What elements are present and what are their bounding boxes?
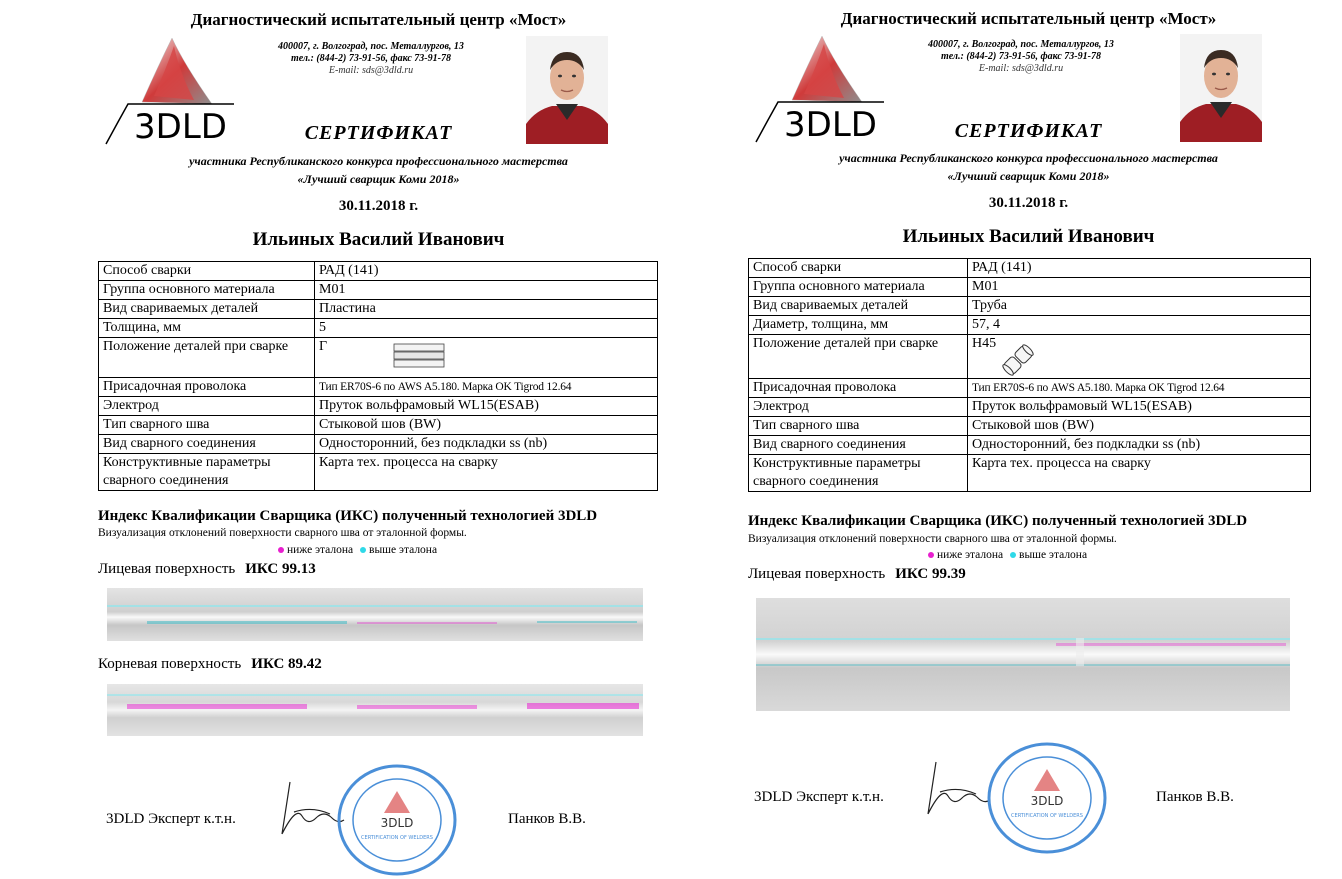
surface-index-value: ИКС 89.42 <box>251 656 322 672</box>
table-row <box>99 262 658 281</box>
stamp-seal <box>986 741 1108 855</box>
table-row <box>99 338 658 378</box>
center-name: Диагностический испытательный центр «Мост» <box>840 9 1217 28</box>
table-row <box>749 335 1311 379</box>
logo-text: 3DLD <box>784 105 877 145</box>
legend-above: выше эталона <box>1019 549 1088 561</box>
welding-parameters-table <box>748 258 1311 492</box>
address-line1: 400007, г. Волгоград, пос. Металлургов, 13 <box>928 39 1114 50</box>
address-line1: 400007, г. Волгоград, пос. Металлургов, 13 <box>278 41 464 52</box>
stamp-subtext: CERTIFICATION OF WELDERS <box>1011 813 1083 819</box>
param-label: Тип сварного шва <box>749 417 968 436</box>
table-row <box>749 278 1311 297</box>
subtitle-line2: «Лучший сварщик Коми 2018» <box>297 172 460 186</box>
pipe-angle-icon <box>998 343 1038 377</box>
surface-label-text: Лицевая поверхность <box>748 566 886 582</box>
param-value: Односторонний, без подкладки ss (nb) <box>968 436 1311 455</box>
logo-text: 3DLD <box>134 107 227 147</box>
param-value-position <box>968 335 1311 379</box>
legend-above: выше эталона <box>369 544 438 556</box>
param-label: Присадочная проволока <box>99 378 315 397</box>
table-row <box>749 455 1311 492</box>
table-row <box>99 378 658 397</box>
table-row <box>99 397 658 416</box>
welder-name: Ильиных Василий Иванович <box>252 229 505 250</box>
param-value: Тип ER70S-6 по AWS A5.180. Марка OK Tigrod 12.64 <box>968 379 1311 398</box>
param-label: Конструктивные параметры сварного соединения <box>749 455 968 492</box>
above-reference-dot-icon <box>1010 552 1016 558</box>
table-row <box>749 436 1311 455</box>
address-email: E-mail: sds@3dld.ru <box>978 63 1064 74</box>
param-label: Диаметр, толщина, мм <box>749 316 968 335</box>
param-value: H45 <box>972 336 997 351</box>
legend-below: ниже эталона <box>937 549 1004 561</box>
expert-role: 3DLD Эксперт к.т.н. <box>754 789 884 805</box>
stamp-seal <box>336 763 458 877</box>
param-label: Тип сварного шва <box>99 416 315 435</box>
surface-index-value: ИКС 99.13 <box>245 561 316 577</box>
table-row <box>99 454 658 491</box>
table-row <box>749 417 1311 436</box>
index-title: Индекс Квалификации Сварщика (ИКС) полученный технологией 3DLD <box>98 508 598 524</box>
param-label: Группа основного материала <box>99 281 315 300</box>
param-value: Карта тех. процесса на сварку <box>968 455 1311 492</box>
certificate-subtitle <box>746 149 1311 185</box>
param-value: М01 <box>315 281 658 300</box>
param-label: Толщина, мм <box>99 319 315 338</box>
below-reference-dot-icon <box>928 552 934 558</box>
table-row <box>99 319 658 338</box>
expert-role: 3DLD Эксперт к.т.н. <box>106 811 236 827</box>
param-value: Г <box>319 339 328 354</box>
table-row <box>749 316 1311 335</box>
stamp-text: 3DLD <box>380 816 414 830</box>
legend-below: ниже эталона <box>287 544 354 556</box>
subtitle-line1: участника Республиканского конкурса профессионального мастерства <box>189 154 568 168</box>
table-row <box>749 297 1311 316</box>
welder-name: Ильиных Василий Иванович <box>902 226 1155 247</box>
face-surface-scan <box>107 588 643 641</box>
certificate-heading: СЕРТИФИКАТ <box>304 122 453 144</box>
param-value: М01 <box>968 278 1311 297</box>
subtitle-line2: «Лучший сварщик Коми 2018» <box>947 169 1110 183</box>
visualization-note: Визуализация отклонений поверхности сварного шва от эталонной формы. <box>98 527 467 539</box>
surface-label-text: Корневая поверхность <box>98 656 242 672</box>
address-block <box>896 39 1146 75</box>
param-label: Способ сварки <box>99 262 315 281</box>
center-name: Диагностический испытательный центр «Мост» <box>190 10 567 29</box>
table-row <box>749 398 1311 417</box>
param-label: Способ сварки <box>749 259 968 278</box>
address-phone: тел.: (844-2) 73-91-56, факс 73-91-78 <box>291 53 451 64</box>
param-value: Стыковой шов (BW) <box>315 416 658 435</box>
certificate-date: 30.11.2018 г. <box>338 198 419 214</box>
param-value: Карта тех. процесса на сварку <box>315 454 658 491</box>
param-label: Присадочная проволока <box>749 379 968 398</box>
face-surface-scan <box>756 598 1290 711</box>
surface-index-value: ИКС 99.39 <box>895 566 966 582</box>
param-value-position <box>315 338 658 378</box>
param-value: 5 <box>315 319 658 338</box>
certificate-subtitle <box>96 152 661 188</box>
welding-parameters-table <box>98 261 658 491</box>
param-value: Стыковой шов (BW) <box>968 417 1311 436</box>
expert-name: Панков В.В. <box>508 811 586 827</box>
below-reference-dot-icon <box>278 547 284 553</box>
certificate-left <box>96 0 706 879</box>
above-reference-dot-icon <box>360 547 366 553</box>
deviation-legend <box>928 549 1087 561</box>
param-value: РАД (141) <box>315 262 658 281</box>
param-label: Вид свариваемых деталей <box>99 300 315 319</box>
param-label: Вид сварного соединения <box>99 435 315 454</box>
param-value: Односторонний, без подкладки ss (nb) <box>315 435 658 454</box>
param-label: Положение деталей при сварке <box>99 338 315 378</box>
visualization-note: Визуализация отклонений поверхности сварного шва от эталонной формы. <box>748 533 1117 545</box>
stamp-text: 3DLD <box>1030 794 1064 808</box>
param-value: Пластина <box>315 300 658 319</box>
face-surface-label <box>748 566 966 583</box>
stamp-subtext: CERTIFICATION OF WELDERS <box>361 835 433 841</box>
param-label: Вид свариваемых деталей <box>749 297 968 316</box>
param-label: Положение деталей при сварке <box>749 335 968 379</box>
address-block <box>246 41 496 77</box>
param-value: 57, 4 <box>968 316 1311 335</box>
certificate-date: 30.11.2018 г. <box>988 195 1069 211</box>
param-label: Вид сварного соединения <box>749 436 968 455</box>
certificate-heading: СЕРТИФИКАТ <box>954 120 1103 142</box>
param-label: Конструктивные параметры сварного соединения <box>99 454 315 491</box>
table-row <box>99 435 658 454</box>
root-surface-label <box>98 656 322 673</box>
param-label: Электрод <box>749 398 968 417</box>
param-label: Электрод <box>99 397 315 416</box>
index-title: Индекс Квалификации Сварщика (ИКС) полученный технологией 3DLD <box>748 513 1248 529</box>
param-value: Пруток вольфрамовый WL15(ESAB) <box>968 398 1311 417</box>
table-row <box>99 300 658 319</box>
address-phone: тел.: (844-2) 73-91-56, факс 73-91-78 <box>941 51 1101 62</box>
param-value: РАД (141) <box>968 259 1311 278</box>
surface-label-text: Лицевая поверхность <box>98 561 236 577</box>
param-value: Труба <box>968 297 1311 316</box>
param-value: Тип ER70S-6 по AWS A5.180. Марка OK Tigrod 12.64 <box>315 378 658 397</box>
root-surface-scan <box>107 684 643 736</box>
face-surface-label <box>98 561 316 578</box>
subtitle-line1: участника Республиканского конкурса профессионального мастерства <box>839 151 1218 165</box>
param-label: Группа основного материала <box>749 278 968 297</box>
table-row <box>749 259 1311 278</box>
address-email: E-mail: sds@3dld.ru <box>328 65 414 76</box>
table-row <box>99 281 658 300</box>
table-row <box>99 416 658 435</box>
deviation-legend <box>278 544 437 556</box>
plate-stack-icon <box>393 342 445 370</box>
certificate-right <box>746 0 1342 879</box>
param-value: Пруток вольфрамовый WL15(ESAB) <box>315 397 658 416</box>
expert-name: Панков В.В. <box>1156 789 1234 805</box>
table-row <box>749 379 1311 398</box>
